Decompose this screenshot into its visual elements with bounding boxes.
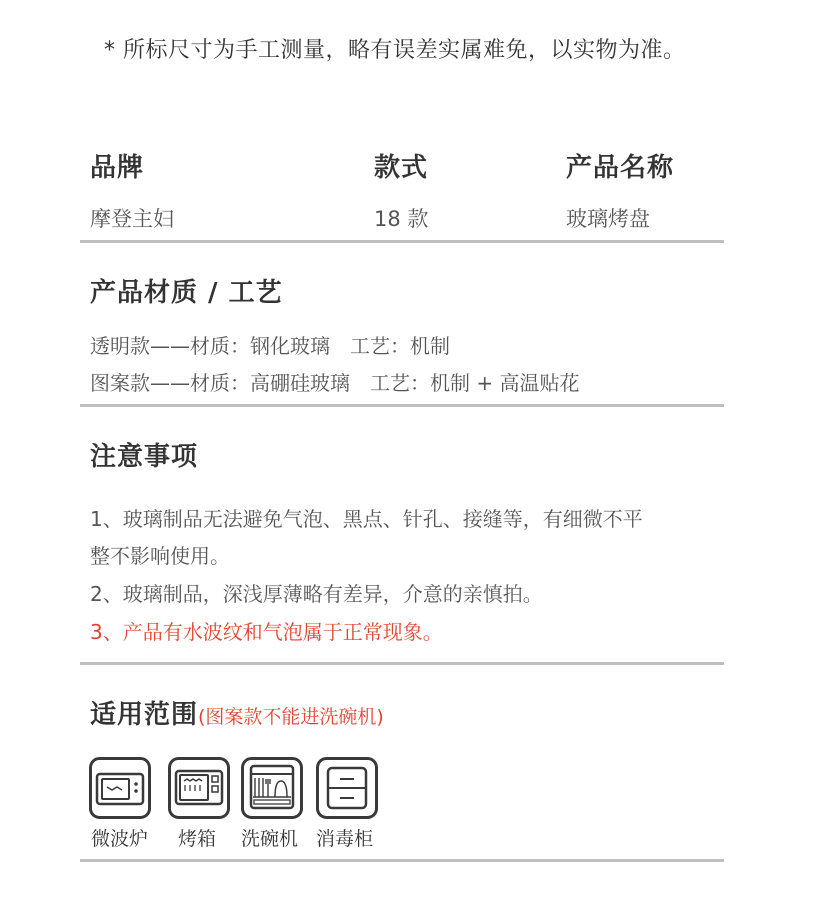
sterilizer-cabinet-icon bbox=[316, 757, 378, 819]
appliance-label-microwave: 微波炉 bbox=[91, 828, 149, 850]
notice-line-1: 1、玻璃制品无法避免气泡、黑点、针孔、接缝等，有细微不平 bbox=[90, 507, 643, 531]
material-title: 产品材质 / 工艺 bbox=[90, 278, 283, 308]
value-brand: 摩登主妇 bbox=[90, 207, 174, 231]
divider bbox=[80, 662, 724, 665]
value-product-name: 玻璃烤盘 bbox=[566, 207, 650, 231]
appliance-label-oven: 烤箱 bbox=[178, 828, 217, 850]
oven-icon bbox=[168, 757, 230, 819]
divider bbox=[80, 404, 724, 407]
appliance-label-dishwasher: 洗碗机 bbox=[241, 828, 299, 850]
value-style: 18 款 bbox=[374, 207, 429, 231]
usage-subnote: (图案款不能进洗碗机) bbox=[198, 706, 384, 728]
header-brand: 品牌 bbox=[90, 153, 145, 183]
notice-line-2: 2、玻璃制品，深浅厚薄略有差异，介意的亲慎拍。 bbox=[90, 582, 543, 606]
measurement-note: * 所标尺寸为手工测量，略有误差实属难免，以实物为准。 bbox=[104, 38, 686, 63]
microwave-icon bbox=[89, 757, 151, 819]
header-style: 款式 bbox=[374, 153, 429, 183]
notice-line-1-continued: 整不影响使用。 bbox=[90, 544, 230, 568]
notice-line-3-highlight: 3、产品有水波纹和气泡属于正常现象。 bbox=[90, 620, 443, 644]
dishwasher-icon bbox=[241, 757, 303, 819]
notice-title: 注意事项 bbox=[90, 442, 199, 472]
appliance-label-sterilizer-cabinet: 消毒柜 bbox=[316, 828, 374, 850]
material-line-patterned: 图案款——材质：高硼硅玻璃 工艺：机制 + 高温贴花 bbox=[90, 371, 580, 395]
divider bbox=[80, 859, 724, 862]
material-line-transparent: 透明款——材质：钢化玻璃 工艺：机制 bbox=[90, 334, 450, 358]
usage-title-row bbox=[90, 694, 384, 731]
header-product-name: 产品名称 bbox=[566, 153, 675, 183]
usage-title: 适用范围 bbox=[90, 700, 199, 730]
divider bbox=[80, 240, 724, 243]
